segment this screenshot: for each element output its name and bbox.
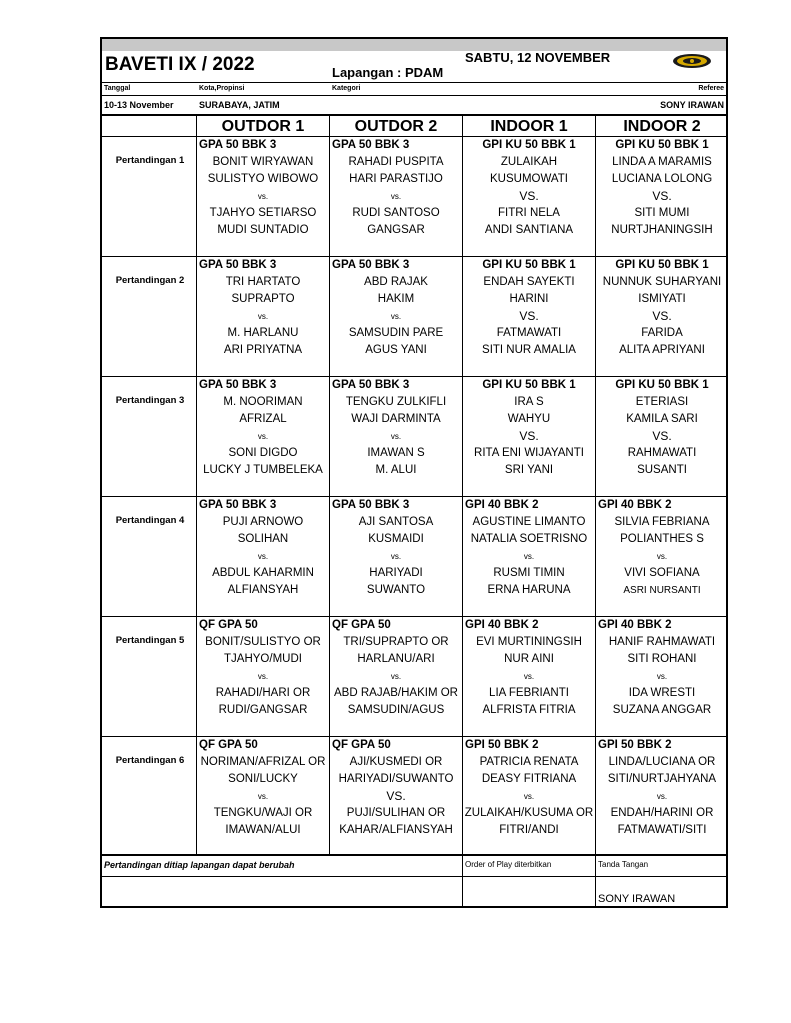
event-category: GPA 50 BBK 3 (332, 259, 410, 271)
player-name: ABD RAJAK (364, 276, 428, 288)
event-category: QF GPA 50 (332, 619, 391, 631)
event-category: GPA 50 BBK 3 (199, 379, 277, 391)
player-name: ALITA APRIYANI (619, 344, 705, 356)
player-name: ABDUL KAHARMIN (212, 567, 314, 579)
player-name: FITRI NELA (498, 207, 560, 219)
player-name: SITI ROHANI (627, 653, 697, 665)
player-name: RUDI SANTOSO (352, 207, 440, 219)
match-cell (596, 737, 728, 839)
kategori-label: Kategori (332, 85, 361, 92)
event-category: GPA 50 BBK 3 (332, 139, 410, 151)
match-cell (596, 137, 728, 239)
player-name: NORIMAN/AFRIZAL OR (200, 756, 326, 768)
player-name: DEASY FITRIANA (481, 773, 577, 785)
player-name: SRI YANI (504, 464, 554, 476)
player-name: SULISTYO WIBOWO (207, 173, 319, 185)
versus-label: VS. (386, 789, 406, 803)
player-name: RAHADI PUSPITA (348, 156, 444, 168)
match-cell (463, 137, 595, 239)
event-category: GPA 50 BBK 3 (199, 259, 277, 271)
court-header-indoor-1: INDOOR 1 (490, 118, 568, 135)
order-of-play-label: Order of Play diterbitkan (465, 860, 552, 869)
player-name: RITA ENI WIJAYANTI (474, 447, 584, 459)
player-name: SUZANA ANGGAR (612, 704, 712, 716)
versus-label: vs. (257, 312, 269, 321)
event-title: BAVETI IX / 2022 (105, 54, 255, 75)
player-name: TRI/SUPRAPTO OR (343, 636, 449, 648)
match-label: Pertandingan 6 (115, 755, 185, 766)
versus-label: vs. (390, 552, 402, 561)
player-name: BONIT/SULISTYO OR (205, 636, 321, 648)
player-name: HARI PARASTIJO (349, 173, 443, 185)
player-name: AGUS YANI (365, 344, 427, 356)
match-label: Pertandingan 3 (115, 395, 185, 406)
player-name: VIVI SOFIANA (624, 567, 700, 579)
player-name: GANGSAR (367, 224, 425, 236)
player-name: FARIDA (641, 327, 683, 339)
player-name: FATMAWATI (496, 327, 562, 339)
player-name: RAHADI/HARI OR (215, 687, 311, 699)
player-name: TENGKU/WAJI OR (213, 807, 313, 819)
match-cell (197, 497, 329, 599)
player-name: WAJI DARMINTA (351, 413, 441, 425)
match-cell (330, 257, 462, 359)
player-name: FATMAWATI/SITI (617, 824, 707, 836)
versus-label: vs. (257, 672, 269, 681)
date-label: SABTU, 12 NOVEMBER (465, 50, 611, 65)
match-cell (197, 257, 329, 359)
match-cell (330, 137, 462, 239)
versus-label: VS. (519, 189, 539, 203)
player-name: PUJI/SULIHAN OR (346, 807, 446, 819)
player-name: SUPRAPTO (231, 293, 295, 305)
player-name: EVI MURTININGSIH (476, 636, 582, 648)
player-name: IRA S (514, 396, 544, 408)
player-name: ENDAH SAYEKTI (483, 276, 575, 288)
match-cell (330, 377, 462, 479)
player-name: ARI PRIYATNA (223, 344, 303, 356)
footer-note: Pertandingan ditiap lapangan dapat berubah (104, 860, 295, 870)
player-name: SAMSUDIN/AGUS (347, 704, 445, 716)
player-name: ERNA HARUNA (487, 584, 571, 596)
event-category: GPI KU 50 BBK 1 (482, 259, 576, 271)
player-name: HARIYADI/SUWANTO (338, 773, 454, 785)
player-name: IMAWAN S (367, 447, 425, 459)
player-name: FITRI/ANDI (499, 824, 559, 836)
player-name: TJAHYO/MUDI (224, 653, 302, 665)
player-name: KAMILA SARI (626, 413, 698, 425)
event-category: GPI KU 50 BBK 1 (615, 259, 709, 271)
event-category: QF GPA 50 (199, 619, 258, 631)
versus-label: vs. (390, 312, 402, 321)
player-name: SITI/NURTJAHYANA (607, 773, 717, 785)
event-category: GPI 40 BBK 2 (598, 619, 672, 631)
match-cell (197, 737, 329, 839)
court-header-outdor-1: OUTDOR 1 (221, 118, 305, 135)
versus-label: vs. (656, 792, 668, 801)
player-name: HARIYADI (369, 567, 423, 579)
event-category: GPI KU 50 BBK 1 (482, 139, 576, 151)
versus-label: VS. (652, 189, 672, 203)
venue-label: Lapangan : PDAM (332, 65, 444, 80)
event-category: QF GPA 50 (199, 739, 258, 751)
player-name: M. NOORIMAN (223, 396, 303, 408)
match-cell (330, 617, 462, 719)
player-name: LINDA/LUCIANA OR (608, 756, 716, 768)
player-name: MUDI SUNTADIO (217, 224, 309, 236)
player-name: ALFRISTA FITRIA (482, 704, 576, 716)
player-name: BONIT WIRYAWAN (212, 156, 314, 168)
player-name: HARINI (509, 293, 549, 305)
player-name: RUDI/GANGSAR (218, 704, 308, 716)
match-label: Pertandingan 5 (115, 635, 185, 646)
player-name: LIA FEBRIANTI (489, 687, 569, 699)
player-name: RAHMAWATI (627, 447, 697, 459)
player-name: HARLANU/ARI (357, 653, 435, 665)
event-category: GPI KU 50 BBK 1 (482, 379, 576, 391)
kota-label: Kota,Propinsi (199, 85, 245, 92)
player-name: HANIF RAHMAWATI (608, 636, 716, 648)
player-name: NUNNUK SUHARYANI (602, 276, 722, 288)
event-category: GPA 50 BBK 3 (332, 379, 410, 391)
player-name: IMAWAN/ALUI (225, 824, 301, 836)
signature-label: Tanda Tangan (598, 860, 649, 869)
court-header-indoor-2: INDOOR 2 (623, 118, 701, 135)
player-name: M. ALUI (375, 464, 417, 476)
schedule-sheet (100, 37, 728, 908)
versus-label: vs. (257, 432, 269, 441)
court-header-outdor-2: OUTDOR 2 (354, 118, 438, 135)
referee-value: SONY IRAWAN (660, 100, 724, 110)
versus-label: VS. (652, 429, 672, 443)
player-name: ASRI NURSANTI (623, 585, 701, 596)
player-name: SAMSUDIN PARE (348, 327, 444, 339)
player-name: TRI HARTATO (225, 276, 301, 288)
player-name: RUSMI TIMIN (493, 567, 565, 579)
versus-label: VS. (652, 309, 672, 323)
event-category: QF GPA 50 (332, 739, 391, 751)
player-name: ALFIANSYAH (227, 584, 299, 596)
versus-label: vs. (656, 552, 668, 561)
player-name: ABD RAJAB/HAKIM OR (334, 687, 458, 699)
tanggal-value: 10-13 November (104, 100, 174, 110)
match-cell (463, 617, 595, 719)
match-cell (596, 617, 728, 719)
header-band (102, 39, 726, 51)
player-name: LINDA A MARAMIS (612, 156, 712, 168)
versus-label: vs. (257, 792, 269, 801)
versus-label: vs. (257, 552, 269, 561)
versus-label: vs. (390, 192, 402, 201)
match-label: Pertandingan 2 (115, 275, 185, 286)
player-name: SITI MUMI (634, 207, 690, 219)
match-cell (330, 737, 462, 839)
player-name: SUWANTO (366, 584, 426, 596)
player-name: SONI DIGDO (228, 447, 298, 459)
event-category: GPI 50 BBK 2 (598, 739, 672, 751)
player-name: ETERIASI (635, 396, 689, 408)
player-name: M. HARLANU (227, 327, 299, 339)
event-category: GPI 50 BBK 2 (465, 739, 539, 751)
match-cell (596, 257, 728, 359)
event-category: GPA 50 BBK 3 (332, 499, 410, 511)
event-category: GPA 50 BBK 3 (199, 499, 277, 511)
versus-label: vs. (523, 672, 535, 681)
match-cell (197, 377, 329, 479)
player-name: SOLIHAN (237, 533, 289, 545)
event-category: GPI 40 BBK 2 (465, 619, 539, 631)
player-name: LUCKY J TUMBELEKA (203, 464, 323, 476)
tanggal-label: Tanggal (104, 85, 131, 92)
match-cell (596, 497, 728, 599)
match-cell (330, 497, 462, 599)
player-name: AJI SANTOSA (358, 516, 434, 528)
player-name: SITI NUR AMALIA (482, 344, 576, 356)
match-cell (463, 377, 595, 479)
player-name: IDA WRESTI (628, 687, 696, 699)
match-cell (463, 737, 595, 839)
match-cell (197, 617, 329, 719)
player-name: SUSANTI (637, 464, 687, 476)
versus-label: vs. (523, 552, 535, 561)
referee-label: Referee (698, 85, 724, 92)
player-name: PATRICIA RENATA (479, 756, 579, 768)
event-category: GPI 40 BBK 2 (598, 499, 672, 511)
player-name: ENDAH/HARINI OR (610, 807, 714, 819)
event-category: GPI 40 BBK 2 (465, 499, 539, 511)
kota-value: SURABAYA, JATIM (199, 100, 280, 110)
player-name: ZULAIKAH/KUSUMA OR (464, 807, 594, 819)
player-name: LUCIANA LOLONG (611, 173, 713, 185)
player-name: AJI/KUSMEDI OR (349, 756, 443, 768)
event-category: GPA 50 BBK 3 (199, 139, 277, 151)
player-name: NUR AINI (504, 653, 554, 665)
player-name: SILVIA FEBRIANA (614, 516, 710, 528)
match-cell (596, 377, 728, 479)
player-name: TENGKU ZULKIFLI (345, 396, 447, 408)
versus-label: vs. (390, 672, 402, 681)
event-category: GPI KU 50 BBK 1 (615, 379, 709, 391)
match-label: Pertandingan 1 (115, 155, 185, 166)
versus-label: vs. (656, 672, 668, 681)
player-name: KAHAR/ALFIANSYAH (339, 824, 453, 836)
player-name: ANDI SANTIANA (484, 224, 574, 236)
player-name: KUSUMOWATI (490, 173, 568, 185)
player-name: AGUSTINE LIMANTO (472, 516, 586, 528)
signature-name: SONY IRAWAN (598, 893, 676, 905)
versus-label: vs. (390, 432, 402, 441)
match-cell (463, 497, 595, 599)
event-category: GPI KU 50 BBK 1 (615, 139, 709, 151)
versus-label: vs. (523, 792, 535, 801)
versus-label: VS. (519, 429, 539, 443)
player-name: NATALIA SOETRISNO (470, 533, 588, 545)
versus-label: vs. (257, 192, 269, 201)
versus-label: VS. (519, 309, 539, 323)
player-name: HAKIM (377, 293, 415, 305)
player-name: ISMIYATI (638, 293, 686, 305)
match-cell (197, 137, 329, 239)
player-name: POLIANTHES S (620, 533, 704, 545)
player-name: WAHYU (507, 413, 551, 425)
player-name: SONI/LUCKY (228, 773, 298, 785)
match-label: Pertandingan 4 (115, 515, 185, 526)
player-name: KUSMAIDI (368, 533, 424, 545)
player-name: PUJI ARNOWO (222, 516, 304, 528)
match-cell (463, 257, 595, 359)
player-name: AFRIZAL (239, 413, 287, 425)
logo-icon (672, 53, 712, 69)
player-name: TJAHYO SETIARSO (209, 207, 317, 219)
player-name: NURTJHANINGSIH (611, 224, 713, 236)
player-name: ZULAIKAH (500, 156, 558, 168)
